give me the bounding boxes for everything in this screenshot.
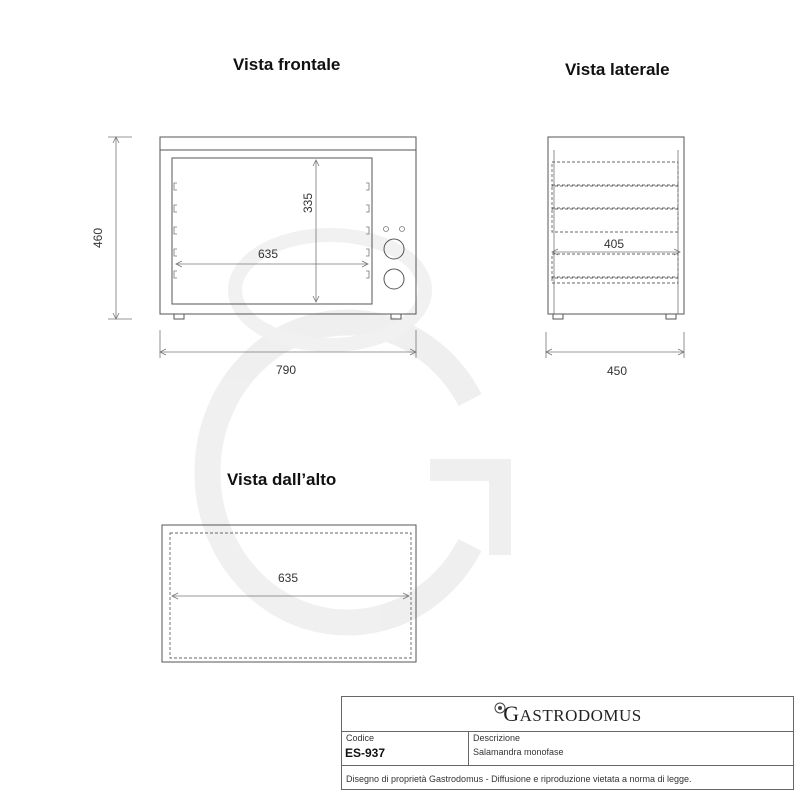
side-body [548,137,684,314]
description-label: Descrizione [473,733,521,743]
front-view-title: Vista frontale [233,55,341,74]
side-depth-dim: 450 [606,364,628,378]
front-height-dim: 460 [91,227,105,249]
front-inner-width-dim: 635 [257,247,279,261]
top-view-title: Vista dall’alto [227,470,337,489]
title-block-info-row [342,731,793,766]
side-foot-right [666,314,676,319]
code-value: ES-937 [345,746,386,760]
side-inner-depth-dim: 405 [603,237,625,251]
front-body [160,137,416,314]
brand-logo [342,697,793,732]
front-foot-left [174,314,184,319]
side-view [546,137,684,378]
indicator-light-2 [400,227,405,232]
code-label: Codice [346,733,375,743]
brand-rest: ASTRODOMUS [519,706,642,725]
side-shelves [552,162,678,283]
watermark-logo [207,235,500,623]
copyright-notice: Disegno di proprietà Gastrodomus - Diffusione e riproduzione vietata a norma di legge. [346,774,692,784]
indicator-light-1 [384,227,389,232]
control-knob-2 [384,269,404,289]
side-foot-left [553,314,563,319]
side-view-title: Vista laterale [565,60,670,79]
front-inner-height-dim: 335 [301,192,315,214]
top-body [162,525,416,662]
code-cell [342,731,469,765]
top-view [162,525,416,662]
title-block [341,696,794,790]
brand-initial: G [503,701,520,726]
front-width-dim: 790 [275,363,297,377]
brand-name [503,701,642,727]
description-value: Salamandra monofase [473,747,564,757]
description-cell [469,731,793,765]
top-inner-width-dim: 635 [277,571,299,585]
